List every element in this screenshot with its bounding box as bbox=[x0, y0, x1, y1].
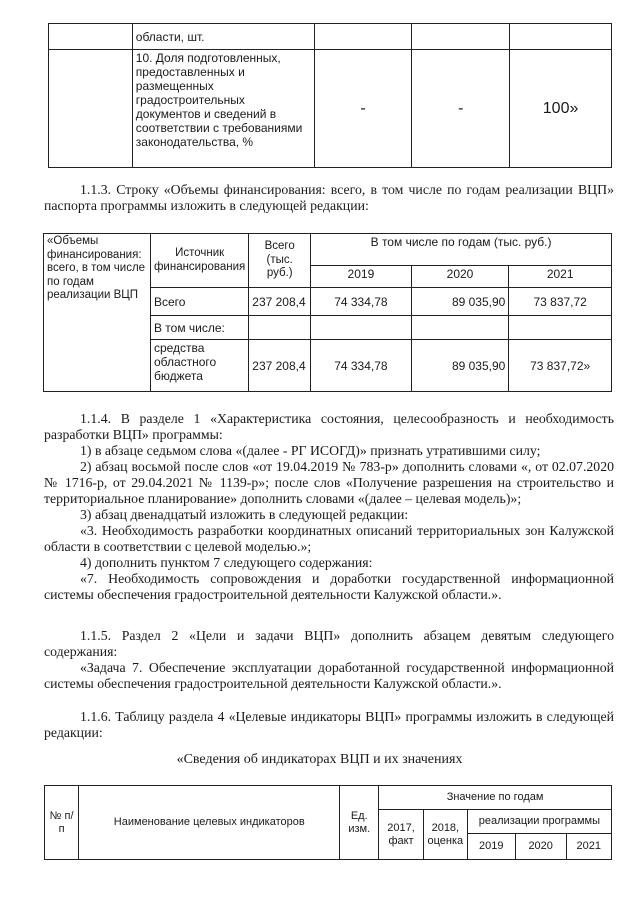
indicators-table bbox=[44, 785, 612, 860]
row-total-2020: 89 035,90 bbox=[411, 288, 509, 316]
row-total-label: Всего bbox=[150, 288, 248, 316]
header-unit: Ед. изм. bbox=[340, 786, 379, 860]
row-regional-budget-2020: 89 035,90 bbox=[411, 340, 509, 392]
item-3: 3) абзац двенадцатый изложить в следующей редакции: bbox=[80, 507, 409, 522]
paragraph-1-1-6: 1.1.6. Таблицу раздела 4 «Целевые индикаторы ВЦП» программы изложить в следующей редакции: bbox=[44, 709, 614, 740]
indicator-10-name: 10. Доля подготовленных, предоставленных и размещенных градостроительных документов и сведений в соответствии с требованиями законодательства, % bbox=[132, 50, 314, 168]
header-total: Всего (тыс. руб.) bbox=[249, 234, 311, 288]
paragraph-1-1-5: 1.1.5. Раздел 2 «Цели и задачи ВЦП» дополнить абзацем девятым следующего содержания: bbox=[44, 628, 614, 659]
header-program-implementation: реализации программы bbox=[467, 810, 611, 834]
indicator-10-2020: - bbox=[412, 50, 510, 168]
item-1: 1) в абзаце седьмом слова «(далее - РГ ИСОГД)» признать утратившими силу; bbox=[80, 443, 541, 458]
header-values-by-years: Значение по годам bbox=[379, 786, 612, 810]
table-caption: «Сведения об индикаторах ВЦП и их значениях bbox=[176, 752, 463, 767]
header-2018-estimate: 2018, оценка bbox=[423, 810, 467, 860]
row-including-label: В том числе: bbox=[150, 316, 248, 340]
financing-table bbox=[43, 233, 612, 392]
header-year-2019: 2019 bbox=[311, 266, 412, 288]
indicators-table-continued bbox=[48, 23, 612, 168]
row-total-2021: 73 837,72 bbox=[509, 288, 612, 316]
header-indicator-name: Наименование целевых индикаторов bbox=[79, 786, 340, 860]
section-1-1-4 bbox=[44, 411, 614, 603]
task-7-text: «Задача 7. Обеспечение эксплуатации доработанной государственной информационной системы обеспечения градостроительной деятельности Калужской области.». bbox=[44, 660, 614, 691]
paragraph-1-1-3: 1.1.3. Строку «Объемы финансирования: всего, в том числе по годам реализации ВЦП» паспорта программы изложить в следующей редакции: bbox=[44, 182, 614, 213]
indicator-10-2019: - bbox=[314, 50, 412, 168]
row-regional-budget-2019: 74 334,78 bbox=[311, 340, 412, 392]
header-number: № п/п bbox=[45, 786, 79, 860]
row-regional-budget-sum: 237 208,4 bbox=[249, 340, 311, 392]
cell-empty bbox=[49, 24, 133, 50]
financing-label: «Объемы финансирования: всего, в том числе по годам реализации ВЦП bbox=[44, 234, 151, 392]
row-regional-budget-2021: 73 837,72» bbox=[509, 340, 612, 392]
section-1-1-5 bbox=[44, 628, 614, 692]
header-2019: 2019 bbox=[467, 834, 515, 860]
header-2020: 2020 bbox=[515, 834, 566, 860]
row-regional-budget-label: средства областного бюджета bbox=[150, 340, 248, 392]
header-2021: 2021 bbox=[566, 834, 611, 860]
item-2: 2) абзац восьмой после слов «от 19.04.2019 № 783-р» дополнить словами «, от 02.07.2020 № 1716-р, от 29.04.2021 № 1139-р»; после слов «Получение разрешения на строительство и территориальное планирование» дополнить словами «(далее – целевая модель)»; bbox=[44, 459, 614, 506]
cell-unit-continued: области, шт. bbox=[132, 24, 314, 50]
item-3-text: «3. Необходимость разработки координатных описаний территориальных зон Калужской области в соответствии с целевой моделью.»; bbox=[44, 523, 614, 554]
item-4-text: «7. Необходимость сопровождения и доработки государственной информационной системы обеспечения градостроительной деятельности Калужской области.». bbox=[44, 571, 614, 602]
header-year-2021: 2021 bbox=[509, 266, 612, 288]
header-2017-fact: 2017, факт bbox=[379, 810, 424, 860]
row-total-sum: 237 208,4 bbox=[249, 288, 311, 316]
indicator-10-2021: 100» bbox=[510, 50, 612, 168]
header-by-years: В том числе по годам (тыс. руб.) bbox=[311, 234, 612, 266]
paragraph-1-1-4: 1.1.4. В разделе 1 «Характеристика состояния, целесообразность и необходимость разработки ВЦП» программы: bbox=[44, 411, 614, 442]
header-year-2020: 2020 bbox=[411, 266, 509, 288]
item-4: 4) дополнить пунктом 7 следующего содержания: bbox=[80, 555, 373, 570]
header-source: Источник финансирования bbox=[150, 234, 248, 288]
row-total-2019: 74 334,78 bbox=[311, 288, 412, 316]
